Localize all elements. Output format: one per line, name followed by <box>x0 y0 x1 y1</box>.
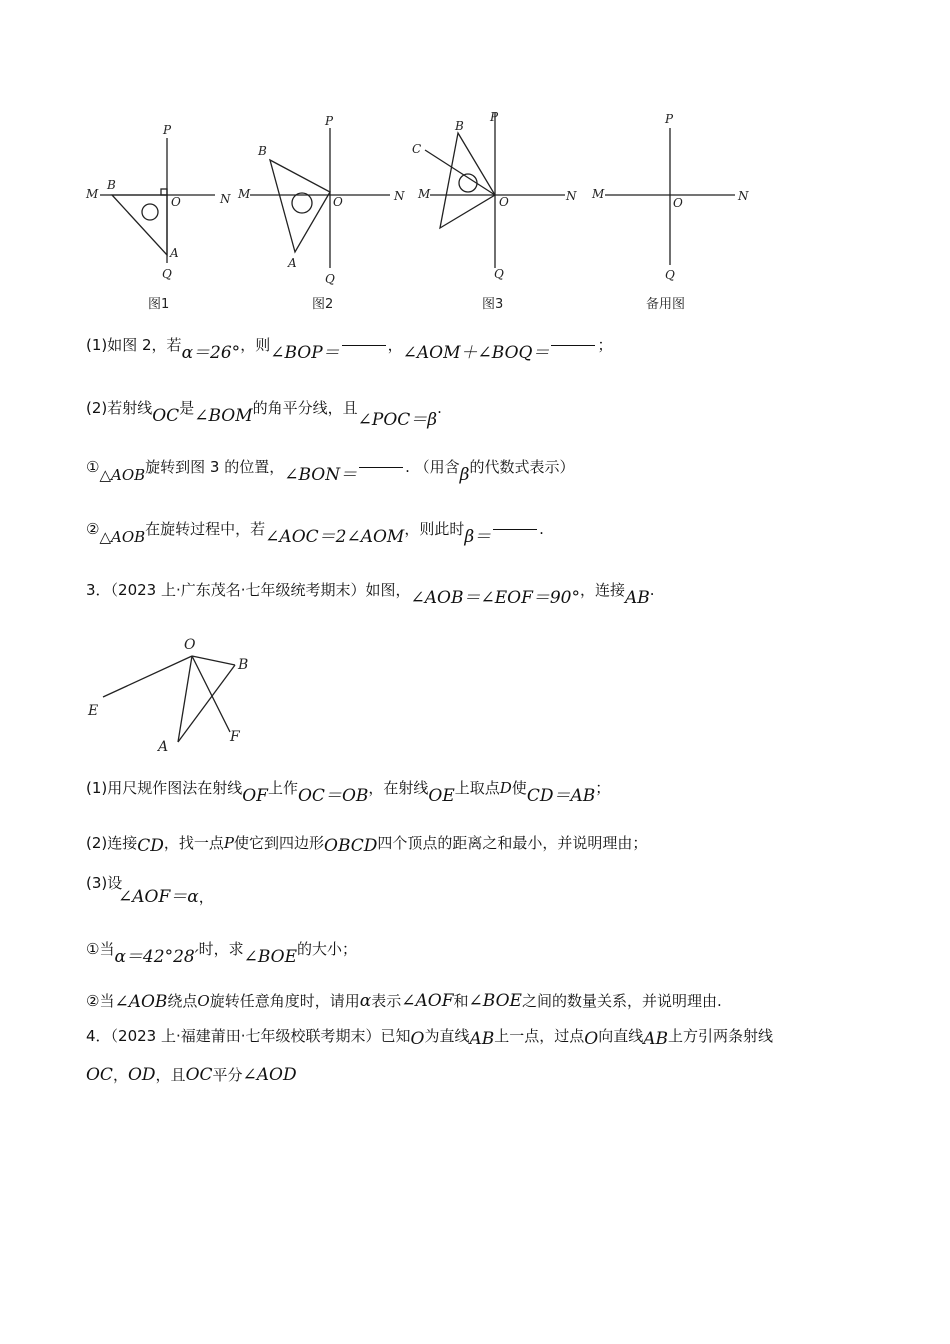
answer-blank-bop[interactable] <box>342 344 386 346</box>
q3-part3: (3)设 <box>86 874 123 892</box>
fig2-label-a: A <box>288 256 297 270</box>
fig2-caption: 图2 <box>312 297 334 312</box>
answer-blank-sum[interactable] <box>551 344 595 346</box>
fig3-label-c: C <box>412 142 422 156</box>
fig1-label-n: N <box>220 192 231 206</box>
fig2-circle <box>292 193 312 213</box>
fig1-label-o: O <box>171 195 181 209</box>
q3-part3-eq: ∠AOF＝α， <box>118 887 214 907</box>
fig3-triangle <box>440 133 495 228</box>
q2-part2: (2)若射线OC是∠BOM的角平分线，且∠POC＝β. <box>86 399 442 430</box>
fig3-label-o: O <box>499 195 509 209</box>
figures-drawing <box>0 0 950 320</box>
q3-part2: (2)连接CD，找一点P使它到四边形OBCD四个顶点的距离之和最小，并说明理由； <box>86 834 648 856</box>
fig4-label-m: M <box>592 187 605 201</box>
fig1-circle <box>142 204 158 220</box>
q3-label-f: F <box>230 729 240 745</box>
fig3-label-q: Q <box>494 267 504 281</box>
fig1-label-q: Q <box>162 267 172 281</box>
fig4-label-p: P <box>665 112 674 126</box>
fig2-label-n: N <box>394 189 405 203</box>
fig3-label-b: B <box>455 119 464 133</box>
fig1-right-angle-mark <box>161 189 167 195</box>
fig2-label-o: O <box>333 195 343 209</box>
q3-segment-ab <box>178 665 235 742</box>
q2-sub1: ①△AOB旋转到图 3 的位置，∠BON＝ . （用含β的代数式表示） <box>86 458 575 485</box>
fig3-circle <box>459 174 477 192</box>
fig1-label-m: M <box>86 187 99 201</box>
fig2-label-p: P <box>325 114 334 128</box>
answer-blank-bon[interactable] <box>359 466 403 468</box>
q2-sub2: ②△AOB在旋转过程中，若∠AOC＝2∠AOM，则此时β＝ . <box>86 520 544 547</box>
q3-title: 3．（2023 上·广东茂名·七年级统考期末）如图，∠AOB＝∠EOF＝90°，连接AB. <box>86 581 655 608</box>
q3-label-a: A <box>158 739 169 755</box>
fig3-caption: 图3 <box>482 297 504 312</box>
fig1-label-a: A <box>170 246 179 260</box>
q3-segment-ob <box>192 656 235 665</box>
fig4-caption: 备用图 <box>646 297 686 312</box>
q3-sub2: ②当∠AOB绕点O旋转任意角度时，请用α表示∠AOF和∠BOE之间的数量关系，并说明理由. <box>86 991 722 1012</box>
fig2-label-m: M <box>238 187 251 201</box>
fig3-label-m: M <box>418 187 431 201</box>
fig4-label-q: Q <box>665 268 675 282</box>
q3-sub1: ①当α＝42°28′时，求∠BOE的大小； <box>86 940 357 967</box>
q4-title: 4．（2023 上·福建莆田·七年级校联考期末）已知O为直线AB上一点，过点O向直线AB上方引两条射线 <box>86 1027 774 1049</box>
fig3-label-n: N <box>566 189 577 203</box>
fig1-label-p: P <box>163 123 172 137</box>
answer-blank-beta[interactable] <box>493 528 537 530</box>
q3-label-o: O <box>184 637 196 653</box>
fig1-label-b: B <box>107 178 116 192</box>
fig1-triangle <box>112 195 167 255</box>
q3-ray-oe <box>103 656 192 697</box>
q2-part1: (1)如图 2，若α＝26°，则∠BOP＝ ，∠AOM＋∠BOQ＝ ； <box>86 336 613 363</box>
fig2-label-b: B <box>258 144 267 158</box>
q3-label-e: E <box>88 703 99 719</box>
fig4-label-n: N <box>738 189 749 203</box>
q3-label-b: B <box>238 657 249 673</box>
q3-part1: (1)用尺规作图法在射线OF上作OC＝OB，在射线OE上取点D使CD＝AB； <box>86 779 611 806</box>
q3-ray-of <box>192 656 230 732</box>
q4-line2: OC，OD，且OC平分∠AOD <box>86 1065 297 1085</box>
fig1-caption: 图1 <box>148 297 170 312</box>
fig2-triangle <box>270 160 330 252</box>
fig3-label-p: P <box>490 110 499 124</box>
fig2-label-q: Q <box>325 272 335 286</box>
q3-segment-oa <box>178 656 192 742</box>
fig4-label-o: O <box>673 196 683 210</box>
